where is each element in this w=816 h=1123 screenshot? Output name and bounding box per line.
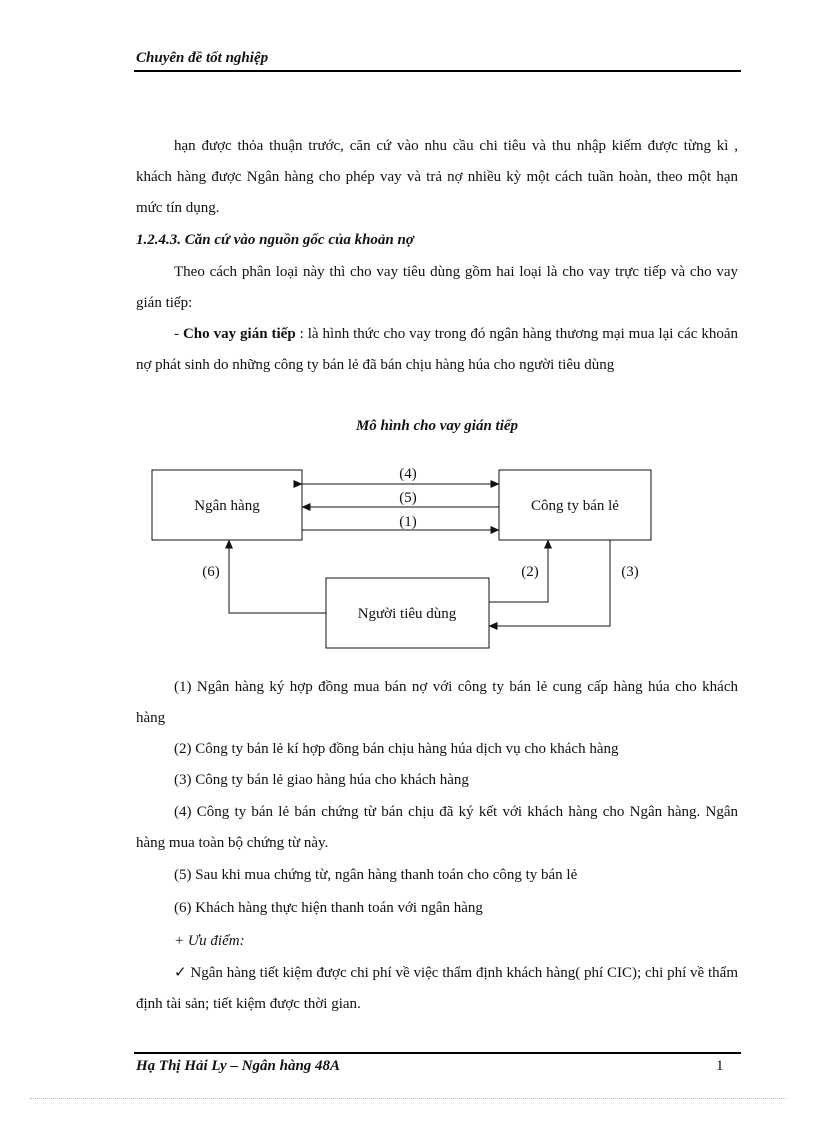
step-1: (1) Ngân hàng ký hợp đồng mua bán nợ với công ty bán lẻ cung cấp hàng húa cho khách hàng (136, 679, 738, 726)
retailer-label: Công ty bán lẻ (531, 498, 619, 514)
arrow-2 (489, 540, 548, 602)
advantage-item-1-text: Ngân hàng tiết kiệm được chi phí về việc thẩm định khách hàng( phí CIC); chi phí về thẩm định tài sản; tiết kiệm được thời gian. (136, 965, 738, 1012)
paragraph-classification: Theo cách phân loại này thì cho vay tiêu dùng gồm hai loại là cho vay trực tiếp và cho vay gián tiếp: (136, 264, 738, 311)
arrow-label-5: (5) (399, 490, 417, 506)
step-2: (2) Công ty bán lẻ kí hợp đồng bán chịu hàng húa dịch vụ cho khách hàng (174, 741, 619, 757)
advantage-item-1 (136, 958, 738, 1020)
arrow-6 (229, 540, 326, 613)
footer-divider (134, 1052, 741, 1054)
page-number: 1 (716, 1058, 724, 1074)
arrow-label-3: (3) (621, 564, 639, 580)
page-bottom-border (30, 1098, 786, 1099)
advantages-label-text: + Ưu điểm: (174, 933, 245, 949)
arrow-label-2: (2) (521, 564, 539, 580)
check-icon: ✓ (174, 965, 187, 981)
arrow-label-6: (6) (202, 564, 220, 580)
step-4: (4) Công ty bán lẻ bán chứng từ bán chịu đã ký kết với khách hàng cho Ngân hàng. Ngân hàng mua toàn bộ chứng từ này. (136, 804, 738, 851)
arrow-label-4: (4) (399, 466, 417, 482)
diagram-caption: Mô hình cho vay gián tiếp (355, 418, 519, 434)
indirect-lending-term: Cho vay gián tiếp (182, 326, 296, 342)
advantages-label (136, 926, 738, 957)
paragraph-revolving-credit: hạn được thỏa thuận trước, căn cứ vào nhu cầu chi tiêu và thu nhập kiếm được từng kì , khách hàng được Ngân hàng cho phép vay và trả nợ nhiều kỳ một cách tuần hoàn, theo một hạn mức tín dụng. (136, 138, 738, 216)
bank-label: Ngân hàng (194, 498, 260, 514)
step-6: (6) Khách hàng thực hiện thanh toán với ngân hàng (174, 900, 483, 916)
indirect-lending-prefix: - (174, 326, 183, 342)
step-5: (5) Sau khi mua chứng từ, ngân hàng thanh toán cho công ty bán lẻ (174, 867, 578, 883)
section-heading: 1.2.4.3. Căn cứ vào nguồn gốc của khoản nợ (136, 232, 414, 248)
consumer-label: Người tiêu dùng (357, 606, 457, 622)
arrow-label-1: (1) (399, 514, 417, 530)
arrow-3 (489, 540, 610, 626)
step-3: (3) Công ty bán lẻ giao hàng húa cho khách hàng (174, 772, 469, 788)
page-header-title: Chuyên đề tốt nghiệp (136, 50, 269, 66)
indirect-lending-definition: : là hình thức cho vay trong đó ngân hàng thương mại mua lại các khoản nợ phát sinh do những công ty bán lẻ đã bán chịu hàng húa cho người tiêu dùng (136, 326, 738, 373)
footer-author: Hạ Thị Hải Ly – Ngân hàng 48A (136, 1058, 341, 1074)
